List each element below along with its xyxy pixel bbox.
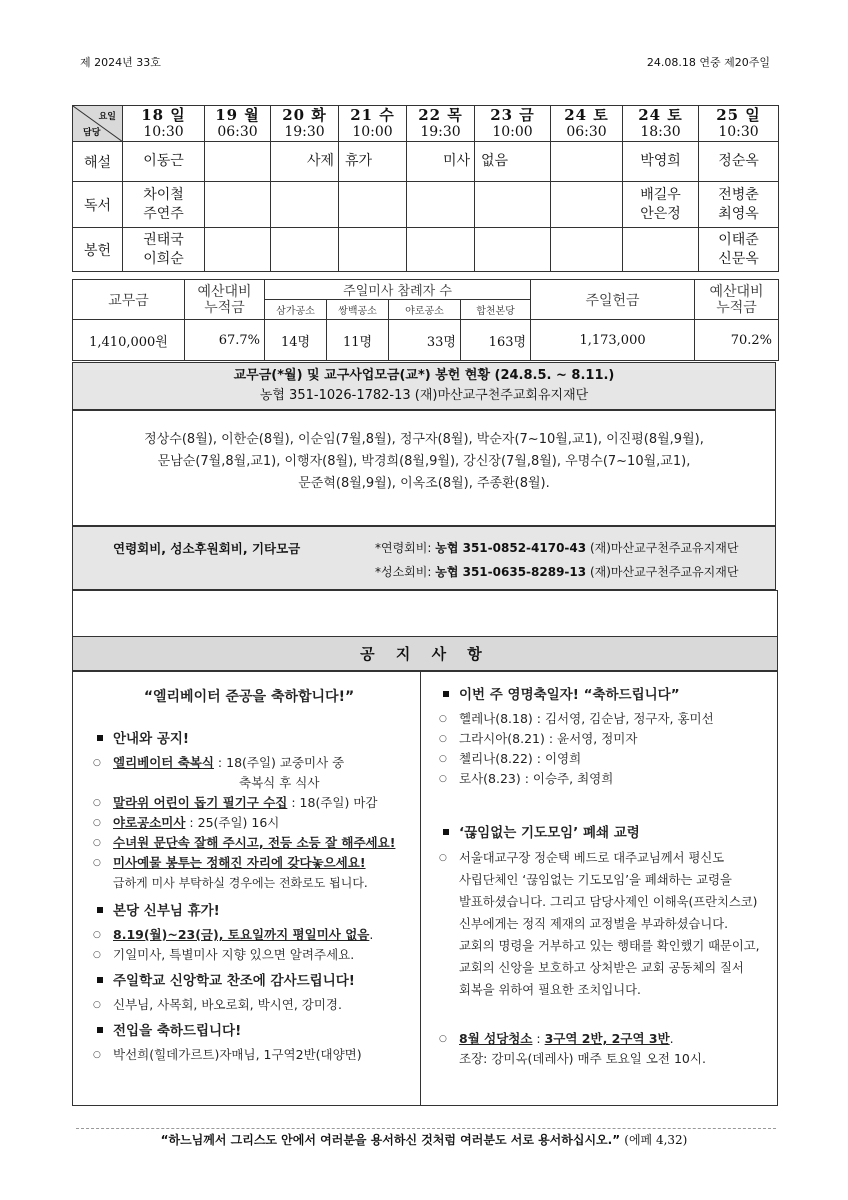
section-heading: 주일학교 신앙학교 찬조에 감사드립니다! xyxy=(89,971,409,991)
budget-ratio-header-2: 예산대비 누적금 xyxy=(695,280,779,320)
sunday-collection-value: 1,173,000 xyxy=(531,320,695,361)
contribution-header xyxy=(72,362,776,410)
issue-date: 24.08.18 연중 제20주일 xyxy=(646,56,770,69)
notice-left-column xyxy=(89,683,409,1065)
day-name: 18 일 xyxy=(141,106,186,124)
day-header xyxy=(271,106,339,142)
assignment-cell: 배길우 안은정 xyxy=(623,182,699,228)
section-heading: 안내와 공지! xyxy=(89,729,409,749)
day-header xyxy=(205,106,271,142)
budget-ratio-value-2: 70.2% xyxy=(695,320,779,361)
attendance-col-header: 삼가공소 xyxy=(265,300,327,320)
assignment-cell xyxy=(271,228,339,272)
day-time: 10:30 xyxy=(718,124,759,140)
notice-item: ○ 8.19(월)~23(금), 토요일까지 평일미사 없음. xyxy=(89,925,409,945)
sunday-collection-header: 주일헌금 xyxy=(531,280,695,320)
assignment-cell xyxy=(551,228,623,272)
day-name: 24 토 xyxy=(564,106,609,124)
section-heading: ‘끊임없는 기도모임’ 폐쇄 교령 xyxy=(435,823,765,843)
other-funds-body xyxy=(72,590,778,638)
section-heading: 이번 주 영명축일자! “축하드립니다” xyxy=(435,685,765,705)
circle-bullet-icon: ○ xyxy=(93,798,101,808)
square-bullet-icon xyxy=(97,735,103,741)
circle-bullet-icon: ○ xyxy=(439,1034,447,1044)
assignment-cell xyxy=(407,182,475,228)
footer-source: (에페 4,32) xyxy=(624,1133,688,1147)
diocese-fund-header: 교무금 xyxy=(73,280,185,320)
square-bullet-icon xyxy=(443,691,449,697)
corner-role-label: 담당 xyxy=(83,128,101,138)
assignment-cell: 차이철 주연주 xyxy=(123,182,205,228)
assignment-cell: 사제 xyxy=(271,142,339,182)
circle-bullet-icon: ○ xyxy=(93,950,101,960)
assignment-cell: 전병춘 최영옥 xyxy=(699,182,779,228)
day-name: 20 화 xyxy=(282,106,327,124)
circle-bullet-icon: ○ xyxy=(439,853,447,863)
decree-text: ○ 서울대교구장 정순택 베드로 대주교님께서 평신도 사립단체인 ‘끊임없는 기도모임’을 폐쇄하는 교령을 발표하셨습니다. 그리고 담당사제인 이해욱(프란치스코) 신부에게는 정직 제재의 교정벌을 부과하셨습니다. 교회의 명령을 거부하고 있는 행태를 확인했기 때문이고, 교회의 신앙을 보호하고 상처받은 교회 공동체의 질서 회복을 위하여 필요한 조치입니다. xyxy=(435,847,765,1001)
diocese-fund-value: 1,410,000원 xyxy=(73,320,185,361)
day-time: 06:30 xyxy=(566,124,607,140)
role-label: 독서 xyxy=(73,182,123,228)
cleaning-item: ○ 8월 성당청소 : 3구역 2반, 2구역 3반. xyxy=(435,1029,765,1049)
square-bullet-icon xyxy=(443,829,449,835)
other-funds-header xyxy=(72,526,776,590)
day-name: 23 금 xyxy=(490,106,535,124)
notice-item: ○ 미사예물 봉투는 정해진 자리에 갖다놓으세요! xyxy=(89,853,409,873)
assignment-cell xyxy=(475,182,551,228)
circle-bullet-icon: ○ xyxy=(93,858,101,868)
day-time: 19:30 xyxy=(284,124,325,140)
notice-body xyxy=(72,670,778,1106)
assignment-cell xyxy=(407,228,475,272)
assignment-cell xyxy=(271,182,339,228)
circle-bullet-icon: ○ xyxy=(93,818,101,828)
schedule-table xyxy=(72,105,779,272)
section-heading: 본당 신부님 휴가! xyxy=(89,901,409,921)
notice-item-cont: 축복식 후 식사 xyxy=(239,775,320,790)
circle-bullet-icon: ○ xyxy=(93,838,101,848)
contributor-line: 문남순(7월,8월,교1), 이행자(8월), 박경희(8월,9월), 강신장(7월,8월), 우명수(7~10월,교1), xyxy=(157,454,691,469)
attendance-col-header: 합천본당 xyxy=(461,300,531,320)
circle-bullet-icon: ○ xyxy=(439,714,447,724)
notice-right-column xyxy=(435,679,765,1069)
contribution-account: 농협 351-1026-1782-13 (재)마산교구천주교회유지재단 xyxy=(259,388,589,403)
issue-number: 제 2024년 33호 xyxy=(80,56,161,69)
day-name: 22 목 xyxy=(418,106,463,124)
contributor-line: 정상수(8월), 이한순(8월), 이순임(7월,8월), 정구자(8월), 박순자(7~10월,교1), 이진평(8월,9월), xyxy=(144,432,704,447)
finance-table xyxy=(72,279,779,361)
feast-item: ○ 로사(8.23) : 이승주, 최영희 xyxy=(435,769,765,789)
circle-bullet-icon: ○ xyxy=(93,1050,101,1060)
schedule-day-row xyxy=(73,106,779,142)
assignment-cell xyxy=(339,228,407,272)
assignment-cell: 이동근 xyxy=(123,142,205,182)
notice-item: ○ 수녀원 문단속 잘해 주시고, 전등 소등 잘 해주세요! xyxy=(89,833,409,853)
notice-item: ○ 엘리베이터 축복식 : 18(주일) 교중미사 중 xyxy=(89,753,409,773)
assignment-cell: 정순옥 xyxy=(699,142,779,182)
day-name: 21 수 xyxy=(350,106,395,124)
assignment-cell: 휴가 xyxy=(339,142,407,182)
circle-bullet-icon: ○ xyxy=(439,734,447,744)
assignment-cell xyxy=(623,228,699,272)
feast-item: ○ 그라시아(8.21) : 윤서영, 정미자 xyxy=(435,729,765,749)
notice-item: ○ 말라위 어린이 돕기 필기구 수집 : 18(주일) 마감 xyxy=(89,793,409,813)
attendance-value: 163명 xyxy=(461,320,531,361)
assignment-cell: 박영희 xyxy=(623,142,699,182)
circle-bullet-icon: ○ xyxy=(439,774,447,784)
assignment-cell: 이태준 신문옥 xyxy=(699,228,779,272)
day-header xyxy=(551,106,623,142)
assignment-cell: 미사 xyxy=(407,142,475,182)
contribution-title: 교무금(*월) 및 교구사업모금(교*) 봉헌 현황 (24.8.5. ~ 8.11.) xyxy=(233,368,615,383)
notice-item: ○ 기일미사, 특별미사 지향 있으면 알려주세요. xyxy=(89,945,409,965)
day-header xyxy=(339,106,407,142)
circle-bullet-icon: ○ xyxy=(93,758,101,768)
day-time: 18:30 xyxy=(640,124,681,140)
notice-headline: “엘리베이터 준공을 축하합니다!” xyxy=(143,689,355,705)
day-header xyxy=(623,106,699,142)
budget-ratio-value: 67.7% xyxy=(185,320,265,361)
corner-day-label: 요일 xyxy=(98,112,116,122)
vocation-fund-account: *성소회비: 농협 351-0635-8289-13 (재)마산교구천주교유지재단 xyxy=(375,565,739,579)
role-row-commentary xyxy=(73,142,779,182)
other-funds-label: 연령회비, 성소후원회비, 기타모금 xyxy=(113,541,301,556)
attendance-header: 주일미사 참례자 수 xyxy=(265,280,531,300)
square-bullet-icon xyxy=(97,977,103,983)
attendance-value: 33명 xyxy=(389,320,461,361)
role-row-offertory xyxy=(73,228,779,272)
role-label: 해설 xyxy=(73,142,123,182)
schedule-corner xyxy=(73,106,123,142)
attendance-value: 14명 xyxy=(265,320,327,361)
assignment-cell xyxy=(551,182,623,228)
day-time: 10:00 xyxy=(492,124,533,140)
assignment-cell xyxy=(205,142,271,182)
assignment-cell xyxy=(205,182,271,228)
assignment-cell xyxy=(551,142,623,182)
notice-item-cont: 급하게 미사 부탁하실 경우에는 전화로도 됩니다. xyxy=(113,876,368,890)
assignment-cell xyxy=(339,182,407,228)
square-bullet-icon xyxy=(97,1027,103,1033)
role-label: 봉헌 xyxy=(73,228,123,272)
notice-item: ○ 박선희(힐데가르트)자매님, 1구역2반(대양면) xyxy=(89,1045,409,1065)
day-time: 10:00 xyxy=(352,124,393,140)
attendance-col-header: 쌍백공소 xyxy=(327,300,389,320)
assignment-cell xyxy=(475,228,551,272)
day-header xyxy=(475,106,551,142)
circle-bullet-icon: ○ xyxy=(93,1000,101,1010)
funeral-fund-account: *연령회비: 농협 351-0852-4170-43 (재)마산교구천주교유지재단 xyxy=(375,541,739,555)
day-header xyxy=(123,106,205,142)
day-time: 06:30 xyxy=(217,124,258,140)
notice-item: ○ 신부님, 사목회, 바오로회, 박시연, 강미경. xyxy=(89,995,409,1015)
circle-bullet-icon: ○ xyxy=(93,930,101,940)
feast-item: ○ 첼리나(8.22) : 이영희 xyxy=(435,749,765,769)
contributor-line: 문준혁(8월,9월), 이옥조(8월), 주종환(8월). xyxy=(298,476,550,491)
attendance-col-header: 야로공소 xyxy=(389,300,461,320)
feast-item: ○ 헬레나(8.18) : 김서영, 김순남, 정구자, 홍미선 xyxy=(435,709,765,729)
day-header xyxy=(407,106,475,142)
circle-bullet-icon: ○ xyxy=(439,754,447,764)
assignment-cell: 없음 xyxy=(475,142,551,182)
assignment-cell: 권태국 이희순 xyxy=(123,228,205,272)
day-name: 25 일 xyxy=(716,106,761,124)
column-divider xyxy=(420,671,421,1105)
footer-divider xyxy=(76,1128,776,1129)
contribution-list xyxy=(72,410,776,526)
day-time: 10:30 xyxy=(143,124,184,140)
assignment-cell xyxy=(205,228,271,272)
cleaning-lead: 조장: 강미옥(데레사) 매주 토요일 오전 10시. xyxy=(459,1051,706,1066)
day-name: 24 토 xyxy=(638,106,683,124)
day-header xyxy=(699,106,779,142)
footer-quote: “하느님께서 그리스도 안에서 여러분을 용서하신 것처럼 여러분도 서로 용서하십시오.” (에페 4,32) xyxy=(160,1133,688,1147)
section-heading: 전입을 축하드립니다! xyxy=(89,1021,409,1041)
role-row-reading xyxy=(73,182,779,228)
notice-title: 공 지 사 항 xyxy=(72,636,778,672)
attendance-value: 11명 xyxy=(327,320,389,361)
square-bullet-icon xyxy=(97,907,103,913)
day-time: 19:30 xyxy=(420,124,461,140)
notice-item: ○ 야로공소미사 : 25(주일) 16시 xyxy=(89,813,409,833)
budget-ratio-header: 예산대비 누적금 xyxy=(185,280,265,320)
day-name: 19 월 xyxy=(215,106,260,124)
